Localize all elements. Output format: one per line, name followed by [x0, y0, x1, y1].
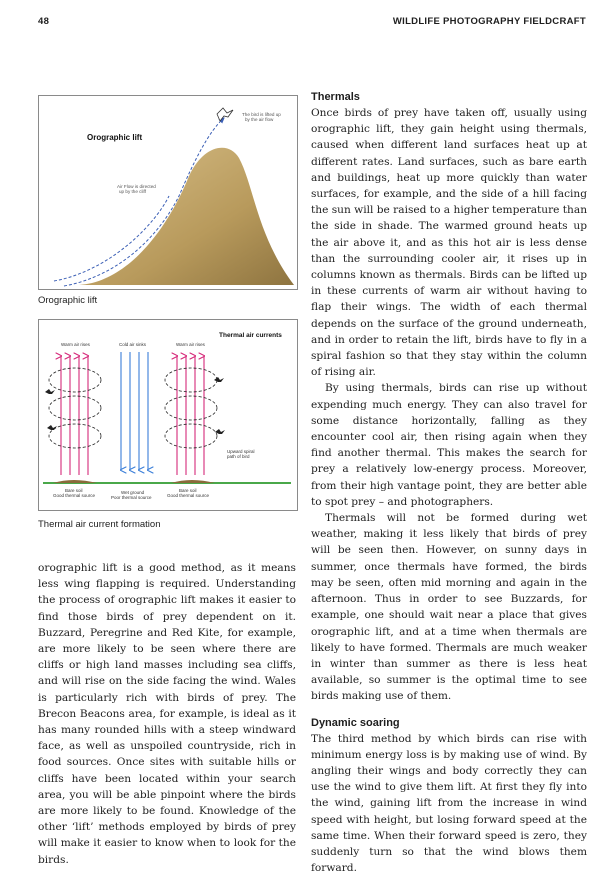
ground1-label: Bare soil	[65, 488, 83, 493]
ground2-sub: Poor thermal source	[111, 495, 152, 500]
label-bird-lifted: The bird is lifted up by the air flow	[242, 112, 281, 122]
bare-soil-left	[53, 480, 97, 483]
col1-label: Warm air rises	[61, 342, 90, 347]
paragraph-thermals-2: By using thermals, birds can rise up without expending much energy. They can also travel for some distance horizontally, falling as they encounter cool air, then rising again when they find another thermal. This makes the search for prey a relatively low-energy process. Moreover, from their high vantage point, they are better able to spot prey – and photographers.	[311, 382, 587, 508]
warm-arrows-left	[61, 356, 88, 475]
paragraph-dynamic-soaring: The third method by which birds can rise with minimum energy loss is by making use of wind. By angling their wings and body correctly they can use the wind to give them lift. At first they fly into the wind, gaining lift from the increase in wind speed with height, but losing forward speed at the same time. When their forward speed is zero, they suddenly turn so that the wind blows them forward.	[311, 732, 587, 875]
figure1-caption: Orographic lift	[38, 295, 98, 306]
ground3-label: Bare soil	[179, 488, 197, 493]
figure2-title: Thermal air currents	[219, 332, 282, 339]
page-number: 48	[38, 16, 50, 27]
running-title: WILDLIFE PHOTOGRAPHY FIELDCRAFT	[392, 16, 586, 27]
paragraph-thermals-3: Thermals will not be formed during wet weather, making it less likely that birds of prey will be seen then. However, on sunny days in summer, once thermals have formed, the birds may be seen, often mid morning and again in the afternoon. Thus in order to see Buzzards, for example, one should wait near a place that gives orographic lift, and at a time when thermals are likely to have formed. Thermals are much weaker in winter than summer as there is less heat available, so summer is the optimal time to see birds making use of them.	[311, 512, 587, 703]
left-paragraph: orographic lift is a good method, as it means less wing flapping is required. Understanding the process of orographic lift makes it easier to find those birds of prey dependent on it. Buzzard, Peregrine and Red Kite, for example, are more likely to be seen where there are cliffs or high land masses including sea cliffs, and will rise on the side facing the wind. Wales is particularly rich with birds of prey. The Brecon Beacons area, for example, is ideal as it has many rounded hills with a steep windward face, as well as unspoiled countryside, rich in food sources. Once sites with suitable hills or cliffs have been located within your search area, you will be able pinpoint where the birds are more likely to be found. Knowledge of the other ‘lift’ methods employed by birds of prey will make it easier to know when to look for the birds.	[38, 562, 296, 866]
right-column	[311, 91, 587, 876]
col3-label: Warm air rises	[176, 342, 205, 347]
thermal-currents-diagram	[39, 320, 297, 510]
ground1-sub: Good thermal source	[53, 493, 96, 498]
orographic-lift-diagram	[39, 96, 297, 289]
bird-icons	[45, 377, 225, 434]
ground3-sub: Good thermal source	[167, 493, 210, 498]
paragraph-thermals-1: Once birds of prey have taken off, usually using orographic lift, they gain height using thermals, caused when different land surfaces heat up at different rates. Land surfaces, such as bare earth and buildings, heat up more quickly than water surfaces, for example, and the side of a hill facing the sun will be raised to a higher temperature than the side in shade. The warmed ground heats up the air above it, and as this hot air is less dense than the surrounding cooler air, it rises up in columns known as thermals. Birds can be lifted up in these currents of warm air without having to flap their wings. The width of each thermal depends on the surface of the ground underneath, and in order to retain the lift, birds have to fly in a spiral fashion so that they stay within the column of rising air.	[311, 107, 588, 379]
hill-shape	[79, 148, 294, 285]
bird-silhouette	[217, 108, 233, 121]
thermal-currents-figure	[38, 319, 298, 511]
orographic-lift-figure	[38, 95, 298, 290]
figure2-caption: Thermal air current formation	[38, 519, 161, 530]
running-header	[0, 16, 614, 34]
bare-soil-right	[171, 480, 215, 483]
label-air-flow: Air Flow is directed up by the cliff	[117, 184, 156, 194]
spiral-label: Upward spiral path of bird	[227, 449, 255, 459]
heading-thermals: Thermals	[311, 91, 360, 103]
ground2-label: Wet ground	[121, 490, 145, 495]
col2-label: Cold air sinks	[119, 342, 147, 347]
cold-arrows	[121, 352, 148, 470]
spiral-paths	[49, 368, 217, 448]
left-column	[38, 560, 296, 868]
figure1-title: Orographic lift	[87, 133, 143, 142]
warm-arrows-right	[177, 356, 204, 475]
heading-dynamic-soaring: Dynamic soaring	[311, 716, 400, 729]
